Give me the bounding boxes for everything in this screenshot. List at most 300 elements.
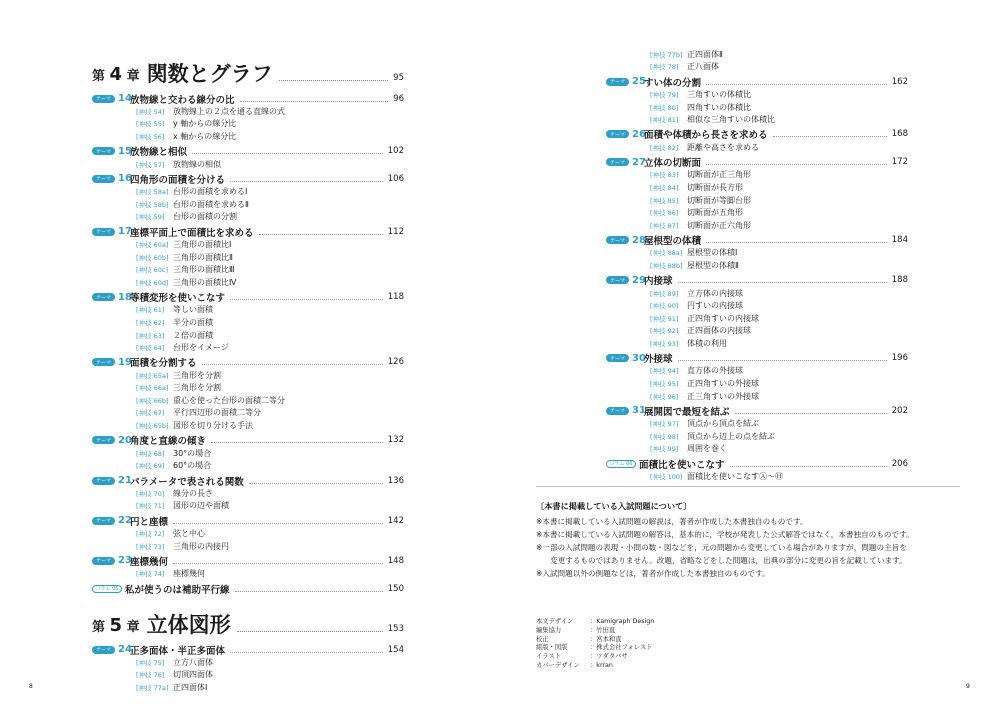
leader-dots bbox=[706, 159, 887, 165]
technique-badge: [神技 86] bbox=[650, 209, 679, 218]
theme-page: 106 bbox=[387, 173, 404, 184]
technique-row bbox=[92, 251, 404, 264]
theme-number: 28 bbox=[632, 234, 646, 246]
chapter-label: 章 bbox=[126, 69, 140, 84]
technique-badge: [神技 76] bbox=[136, 671, 165, 680]
theme-badge: テーマ bbox=[92, 293, 115, 301]
technique-title: 切断面が正三角形 bbox=[687, 170, 751, 180]
technique-title: 正四角すいの外接球 bbox=[687, 379, 759, 389]
theme-number: 14 bbox=[118, 93, 132, 104]
technique-title: 立方体の内接球 bbox=[687, 288, 743, 298]
leader-dots bbox=[202, 359, 383, 365]
leader-dots bbox=[211, 437, 383, 443]
chapter-label: 第 bbox=[92, 620, 106, 636]
technique-title: 立方八面体 bbox=[173, 657, 213, 667]
theme-badge: テーマ bbox=[92, 477, 115, 485]
theme-page: 154 bbox=[387, 644, 404, 655]
theme-badge: テーマ bbox=[606, 236, 629, 244]
technique-badge: [神技 85] bbox=[650, 196, 679, 205]
technique-title: 線分の長さ bbox=[173, 488, 213, 498]
technique-row bbox=[92, 118, 404, 131]
technique-row bbox=[92, 329, 404, 342]
technique-title: 屋根型の体積Ⅱ bbox=[687, 260, 739, 270]
theme-page: 112 bbox=[387, 226, 404, 237]
technique-row bbox=[606, 194, 908, 207]
theme-title: 展開図で最短を結ぶ bbox=[644, 406, 730, 418]
technique-badge: [神技 63] bbox=[136, 331, 165, 340]
leader-dots bbox=[173, 558, 383, 564]
leader-dots bbox=[730, 461, 887, 467]
technique-title: 切頂四面体 bbox=[173, 670, 213, 680]
technique-badge: [神技 82] bbox=[650, 143, 679, 152]
technique-badge: [神技 57] bbox=[136, 160, 165, 169]
chapter-label: 第 bbox=[92, 69, 106, 84]
technique-row bbox=[606, 390, 908, 403]
technique-row bbox=[606, 259, 908, 272]
technique-badge: [神技 94] bbox=[650, 367, 679, 376]
technique-badge: [神技 88b] bbox=[650, 261, 683, 270]
theme-title: 私が使うのは補助平行線 bbox=[125, 584, 230, 596]
technique-badge: [神技 74] bbox=[136, 570, 165, 579]
leader-dots bbox=[237, 631, 383, 632]
technique-title: 正四面体Ⅰ bbox=[173, 683, 208, 693]
theme-page: 172 bbox=[891, 157, 908, 168]
technique-badge: [神技 73] bbox=[136, 542, 165, 551]
theme-row bbox=[92, 474, 404, 487]
technique-row bbox=[92, 105, 404, 118]
technique-title: 円すいの内接球 bbox=[687, 301, 743, 311]
technique-badge: [神技 90] bbox=[650, 302, 679, 311]
right-toc-column bbox=[606, 48, 908, 483]
technique-badge: [神技 61] bbox=[136, 306, 165, 315]
theme-badge: テーマ bbox=[606, 276, 629, 284]
technique-badge: [神技 100] bbox=[650, 473, 683, 482]
technique-title: 三角形を分割 bbox=[173, 383, 221, 393]
theme-page: 196 bbox=[891, 353, 908, 364]
technique-row bbox=[606, 287, 908, 300]
column-badge: コラム 06 bbox=[606, 460, 636, 468]
technique-title: 頂点から頂点を結ぶ bbox=[687, 419, 759, 429]
technique-badge: [神技 62] bbox=[136, 318, 165, 327]
technique-row bbox=[92, 263, 404, 276]
technique-row bbox=[92, 276, 404, 289]
technique-badge: [神技 99] bbox=[650, 445, 679, 454]
credit-row: 本文デザイン ：Kamigraph Design bbox=[536, 618, 655, 625]
theme-title: 四角形の面積を分ける bbox=[130, 174, 226, 186]
chapter-title: 関数とグラフ bbox=[146, 62, 273, 86]
theme-page: 136 bbox=[387, 475, 404, 486]
leader-dots bbox=[773, 131, 887, 137]
theme-title: 等積変形を使いこなす bbox=[130, 293, 226, 305]
theme-row bbox=[92, 643, 404, 656]
theme-row bbox=[606, 234, 908, 247]
technique-title: 三角形を分割 bbox=[173, 370, 221, 380]
technique-title: y 軸からの線分比 bbox=[173, 119, 237, 129]
theme-row bbox=[606, 75, 908, 88]
technique-badge: [神技 60b] bbox=[136, 253, 169, 262]
note-line: ※一部の入試問題の表現・小問の数・図などを，元の問題から変更している場合がありますが，問題の主旨を bbox=[536, 543, 907, 552]
technique-row bbox=[606, 377, 908, 390]
technique-row bbox=[92, 527, 404, 540]
leader-dots bbox=[249, 478, 383, 484]
note-line: ※本書に掲載している入試問題の解説は，著者が作成した本書独自のものです。 bbox=[536, 517, 808, 526]
technique-row bbox=[606, 219, 908, 232]
theme-row bbox=[606, 274, 908, 287]
technique-title: 放物線上の２点を通る直線の式 bbox=[173, 106, 285, 116]
theme-title: 円と座標 bbox=[130, 516, 169, 528]
leader-dots bbox=[230, 647, 383, 653]
credit-row: 組版・図版 ：株式会社フォレスト bbox=[536, 644, 653, 652]
technique-badge: [神技 60a] bbox=[136, 240, 169, 249]
theme-title: すい体の分割 bbox=[644, 77, 702, 89]
theme-row bbox=[92, 356, 404, 369]
theme-badge: テーマ bbox=[92, 436, 115, 444]
left-toc-column bbox=[92, 54, 404, 694]
technique-title: 座標幾何 bbox=[173, 569, 205, 579]
technique-title: 弦と中心 bbox=[173, 529, 205, 539]
theme-number: 22 bbox=[118, 515, 132, 527]
theme-title: 放物線と交わる線分の比 bbox=[130, 94, 235, 106]
technique-badge: [神技 70] bbox=[136, 489, 165, 498]
leader-dots bbox=[706, 79, 887, 85]
theme-page: 126 bbox=[387, 357, 404, 368]
theme-title: 面積や体積から長さを求める bbox=[644, 130, 768, 142]
technique-badge: [神技 91] bbox=[650, 314, 679, 323]
technique-title: 屋根型の体積Ⅰ bbox=[687, 248, 738, 258]
theme-title: パラメータで表される関数 bbox=[130, 476, 244, 488]
theme-row bbox=[92, 145, 404, 158]
theme-row bbox=[606, 404, 908, 417]
technique-row bbox=[606, 325, 908, 338]
technique-badge: [神技 66b] bbox=[136, 396, 169, 405]
technique-row bbox=[92, 567, 404, 580]
technique-title: 重心を使った台形の面積二等分 bbox=[173, 395, 285, 405]
technique-row bbox=[606, 312, 908, 325]
technique-title: 三角形の内接円 bbox=[173, 541, 229, 551]
theme-title: 座標幾何 bbox=[130, 556, 169, 568]
technique-badge: [神技 83] bbox=[650, 171, 679, 180]
chapter-page: 95 bbox=[393, 73, 404, 83]
chapter-number: 4 bbox=[109, 64, 123, 85]
technique-row bbox=[606, 48, 908, 61]
leader-dots bbox=[678, 355, 887, 361]
theme-page: 162 bbox=[891, 76, 908, 87]
technique-badge: [神技 68] bbox=[136, 449, 165, 458]
leader-dots bbox=[173, 518, 383, 524]
chapter-label: 章 bbox=[126, 620, 140, 636]
technique-badge: [神技 93] bbox=[650, 339, 679, 348]
theme-page: 202 bbox=[891, 405, 908, 416]
continued-subitems bbox=[606, 48, 908, 73]
technique-row bbox=[92, 419, 404, 432]
theme-row bbox=[606, 156, 908, 169]
chapter-title: 立体図形 bbox=[146, 613, 231, 638]
theme-row bbox=[92, 554, 404, 567]
technique-title: 体積の利用 bbox=[687, 338, 727, 348]
credits bbox=[536, 618, 654, 671]
technique-title: 台形の面積の分割 bbox=[173, 212, 237, 222]
technique-row bbox=[92, 382, 404, 395]
chapter-5-heading bbox=[92, 605, 404, 641]
technique-title: 半分の面積 bbox=[173, 317, 213, 327]
technique-title: 切断面が長方形 bbox=[687, 182, 743, 192]
technique-title: 図形を切り分ける手法 bbox=[173, 421, 253, 431]
theme-title: 角度と直線の傾き bbox=[130, 436, 207, 448]
technique-badge: [神技 58a] bbox=[136, 188, 169, 197]
theme-number: 20 bbox=[118, 434, 132, 446]
technique-title: 平行四辺形の面積二等分 bbox=[173, 408, 261, 418]
technique-row bbox=[92, 656, 404, 669]
chapter-5-list bbox=[92, 643, 404, 694]
technique-title: 三角形の面積比Ⅰ bbox=[173, 239, 232, 249]
theme-page: 148 bbox=[387, 555, 404, 566]
theme-row bbox=[606, 128, 908, 141]
page-number-left: 8 bbox=[29, 683, 33, 690]
note-line: 変更するものではありません。改題，省略などをした問題は，出典の部分に変更の旨を記載しています。 bbox=[550, 556, 907, 565]
theme-number: 17 bbox=[118, 226, 132, 238]
technique-badge: [神技 65b] bbox=[136, 422, 169, 431]
technique-row bbox=[92, 130, 404, 143]
technique-row bbox=[606, 299, 908, 312]
technique-badge: [神技 71] bbox=[136, 502, 165, 511]
theme-number: 31 bbox=[632, 405, 646, 417]
theme-badge: テーマ bbox=[606, 130, 629, 138]
technique-title: 相似な三角すいの体積比 bbox=[687, 115, 775, 125]
technique-badge: [神技 72] bbox=[136, 530, 165, 539]
technique-row bbox=[92, 316, 404, 329]
technique-row bbox=[92, 540, 404, 553]
theme-page: 184 bbox=[891, 235, 908, 246]
technique-badge: [神技 75] bbox=[136, 658, 165, 667]
theme-title: 正多面体・半正多面体 bbox=[130, 645, 226, 657]
technique-row bbox=[606, 61, 908, 74]
technique-title: 三角形の面積比Ⅳ bbox=[173, 277, 237, 287]
technique-badge: [神技 78] bbox=[650, 63, 679, 72]
technique-row bbox=[606, 417, 908, 430]
theme-row bbox=[92, 434, 404, 447]
leader-dots bbox=[235, 586, 383, 592]
technique-title: 正四角すいの内接球 bbox=[687, 313, 759, 323]
technique-row bbox=[92, 185, 404, 198]
theme-row bbox=[606, 352, 908, 365]
technique-badge: [神技 96] bbox=[650, 392, 679, 401]
technique-title: 三角すいの体積比 bbox=[687, 89, 751, 99]
theme-title: 屋根型の体積 bbox=[644, 236, 702, 248]
theme-number: 15 bbox=[118, 145, 132, 157]
theme-number: 27 bbox=[632, 156, 646, 168]
technique-title: 60°の場合 bbox=[173, 461, 212, 471]
technique-title: ２倍の面積 bbox=[173, 330, 213, 340]
theme-page: 102 bbox=[387, 146, 404, 157]
technique-badge: [神技 60d] bbox=[136, 278, 169, 287]
technique-title: 切断面が正六角形 bbox=[687, 220, 751, 230]
leader-dots bbox=[706, 237, 887, 243]
technique-row bbox=[606, 88, 908, 101]
technique-title: 30°の場合 bbox=[173, 448, 212, 458]
technique-row bbox=[606, 337, 908, 350]
leader-dots bbox=[259, 229, 383, 235]
theme-number: 23 bbox=[118, 555, 132, 567]
technique-title: 正四面体の内接球 bbox=[687, 326, 751, 336]
technique-badge: [神技 55] bbox=[136, 120, 165, 129]
theme-number: 19 bbox=[118, 356, 132, 368]
theme-title: 立体の切断面 bbox=[644, 158, 702, 170]
technique-row bbox=[606, 247, 908, 260]
theme-number: 29 bbox=[632, 274, 646, 286]
technique-badge: [神技 56] bbox=[136, 132, 165, 141]
theme-badge: テーマ bbox=[92, 147, 115, 155]
technique-title: 切断面が五角形 bbox=[687, 208, 743, 218]
technique-badge: [神技 80] bbox=[650, 103, 679, 112]
technique-row bbox=[92, 681, 404, 694]
technique-badge: [神技 98] bbox=[650, 432, 679, 441]
chapter-page: 153 bbox=[387, 624, 404, 635]
theme-page: 96 bbox=[393, 93, 404, 104]
technique-row bbox=[92, 369, 404, 382]
technique-row bbox=[92, 238, 404, 251]
technique-title: 頂点から辺上の点を結ぶ bbox=[687, 431, 775, 441]
chapter-number: 5 bbox=[109, 615, 123, 637]
technique-title: 正三角すいの外接球 bbox=[687, 391, 759, 401]
technique-row bbox=[606, 470, 908, 483]
technique-title: 正四面体Ⅱ bbox=[687, 49, 723, 59]
theme-title: 面積比を使いこなす bbox=[639, 459, 725, 471]
technique-row bbox=[92, 447, 404, 460]
credit-row: 校正 ：宮本和直 bbox=[536, 635, 622, 643]
theme-title: 内接球 bbox=[644, 276, 673, 288]
technique-row bbox=[92, 198, 404, 211]
theme-badge: テーマ bbox=[606, 407, 629, 415]
theme-number: 18 bbox=[118, 291, 132, 303]
exam-notes bbox=[536, 486, 960, 580]
theme-number: 26 bbox=[632, 128, 646, 140]
chapter-4-list bbox=[92, 92, 404, 595]
technique-badge: [神技 92] bbox=[650, 327, 679, 336]
leader-dots bbox=[230, 294, 383, 300]
technique-title: 台形の面積を求めるⅠ bbox=[173, 187, 248, 197]
technique-row bbox=[92, 407, 404, 420]
technique-title: 正八面体 bbox=[687, 62, 719, 72]
theme-page: 168 bbox=[891, 129, 908, 140]
technique-badge: [神技 59] bbox=[136, 213, 165, 222]
theme-row bbox=[92, 291, 404, 304]
theme-page: 142 bbox=[387, 515, 404, 526]
technique-row bbox=[92, 211, 404, 224]
leader-dots bbox=[735, 408, 887, 414]
technique-row bbox=[606, 101, 908, 114]
theme-title: 座標平面上で面積比を求める bbox=[130, 227, 254, 239]
credit-row: カバーデザイン ：krran bbox=[536, 661, 613, 669]
technique-row bbox=[606, 181, 908, 194]
theme-number: 24 bbox=[118, 644, 132, 656]
technique-row bbox=[606, 443, 908, 456]
technique-title: 距離や高さを求める bbox=[687, 142, 759, 152]
technique-row bbox=[606, 365, 908, 378]
technique-title: 三角形の面積比Ⅱ bbox=[173, 252, 233, 262]
theme-badge: テーマ bbox=[92, 557, 115, 565]
technique-row bbox=[92, 304, 404, 317]
leader-dots bbox=[279, 80, 389, 81]
technique-title: 四角すいの体積比 bbox=[687, 102, 751, 112]
technique-title: 台形の面積を求めるⅡ bbox=[173, 199, 249, 209]
technique-title: 面積比を使いこなすⒶ〜Ⓗ bbox=[687, 472, 783, 482]
technique-title: 周囲を巻く bbox=[687, 444, 727, 454]
theme-number: 25 bbox=[632, 76, 646, 88]
technique-title: 図形の辺や面積 bbox=[173, 501, 229, 511]
theme-row bbox=[92, 172, 404, 185]
technique-badge: [神技 97] bbox=[650, 420, 679, 429]
technique-row bbox=[92, 394, 404, 407]
technique-row bbox=[606, 430, 908, 443]
theme-badge: テーマ bbox=[606, 78, 629, 86]
theme-page: 206 bbox=[891, 458, 908, 469]
technique-badge: [神技 67] bbox=[136, 409, 165, 418]
technique-badge: [神技 95] bbox=[650, 380, 679, 389]
technique-row bbox=[92, 459, 404, 472]
technique-title: x 軸からの線分比 bbox=[173, 131, 237, 141]
technique-row bbox=[606, 206, 908, 219]
credit-row: イラスト ：ツダタバサ bbox=[536, 653, 628, 661]
note-line: ※本書に掲載している入試問題の解答は，基本的に，学校が発表した公式解答ではなく，本書独自のものです。 bbox=[536, 530, 914, 539]
theme-row bbox=[92, 225, 404, 238]
column-badge: コラム 05 bbox=[92, 585, 122, 593]
technique-badge: [神技 54] bbox=[136, 107, 165, 116]
theme-number: 30 bbox=[632, 352, 646, 364]
technique-badge: [神技 60c] bbox=[136, 266, 168, 275]
theme-row bbox=[92, 514, 404, 527]
leader-dots bbox=[240, 96, 389, 102]
technique-row bbox=[92, 487, 404, 500]
theme-page: 150 bbox=[387, 583, 404, 594]
leader-dots bbox=[230, 176, 383, 182]
technique-row bbox=[606, 113, 908, 126]
notes-title: 〔本書に掲載している入試問題について〕 bbox=[536, 501, 692, 511]
technique-row bbox=[606, 141, 908, 154]
theme-page: 118 bbox=[387, 292, 404, 303]
technique-title: 放物線の相似 bbox=[173, 159, 221, 169]
technique-title: 等しい面積 bbox=[173, 305, 213, 315]
theme-badge: テーマ bbox=[92, 358, 115, 366]
technique-badge: [神技 65a] bbox=[136, 371, 169, 380]
technique-title: 台形をイメージ bbox=[173, 343, 229, 353]
credit-row: 編集協力 ：竹田直 bbox=[536, 626, 616, 634]
technique-row bbox=[92, 158, 404, 171]
theme-title: 面積を分割する bbox=[130, 358, 197, 370]
leader-dots bbox=[678, 277, 887, 283]
technique-row bbox=[606, 169, 908, 182]
right-toc-list bbox=[606, 75, 908, 483]
technique-badge: [神技 81] bbox=[650, 116, 679, 125]
technique-title: 三角形の面積比Ⅲ bbox=[173, 265, 235, 275]
technique-row bbox=[92, 669, 404, 682]
note-line: ※入試問題以外の例題などは，著者が作成した本書独自のものです。 bbox=[536, 569, 770, 578]
leader-dots bbox=[192, 148, 383, 154]
theme-badge: テーマ bbox=[92, 646, 115, 654]
theme-badge: テーマ bbox=[92, 228, 115, 236]
column-row bbox=[606, 457, 908, 470]
technique-badge: [神技 89] bbox=[650, 289, 679, 298]
theme-number: 21 bbox=[118, 475, 132, 487]
technique-badge: [神技 66a] bbox=[136, 384, 169, 393]
theme-number: 16 bbox=[118, 173, 132, 185]
technique-badge: [神技 84] bbox=[650, 183, 679, 192]
technique-row bbox=[92, 341, 404, 354]
technique-badge: [神技 88a] bbox=[650, 249, 683, 258]
technique-row bbox=[92, 500, 404, 513]
technique-badge: [神技 77a] bbox=[136, 684, 169, 693]
technique-title: 直方体の外接球 bbox=[687, 366, 743, 376]
theme-title: 外接球 bbox=[644, 354, 673, 366]
